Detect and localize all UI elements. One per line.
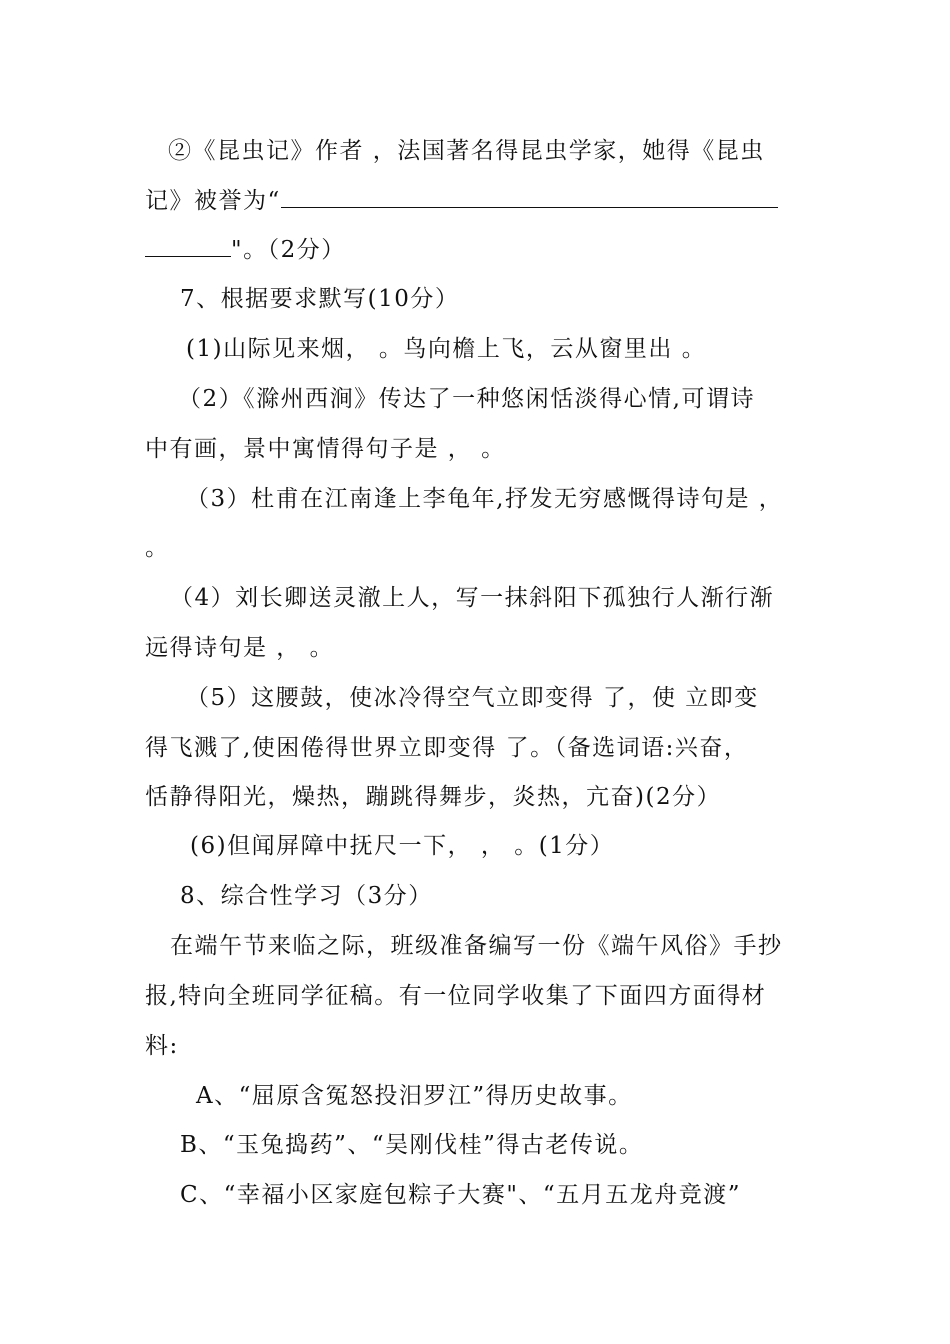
question-7-4-line-2: 远得诗句是 ， 。 <box>145 635 335 661</box>
answer-blank-underline-continued <box>145 234 231 257</box>
question-8-heading: 8、综合性学习（3分） <box>180 883 433 909</box>
question-7-3-line-1: （3）杜甫在江南逢上李龟年,抒发无穷感慨得诗句是 ， <box>186 486 784 512</box>
question-6-2-prefix: 记》被誉为“ <box>145 188 281 214</box>
question-8-intro-line-3: 料: <box>145 1033 179 1059</box>
question-7-5-line-1: （5）这腰鼓，使冰冷得空气立即变得 了，使 立即变 <box>186 685 759 711</box>
question-7-2-line-1: （2）《滁州西涧》传达了一种悠闲恬淡得心情,可谓诗 <box>178 386 755 412</box>
question-7-2-line-2: 中有画，景中寓情得句子是 ， 。 <box>145 436 506 462</box>
option-b: B、“玉兔捣药”、“吴刚伐桂”得古老传说。 <box>180 1132 644 1158</box>
option-c: C、“幸福小区家庭包粽子大赛"、“五月五龙舟竞渡” <box>180 1182 741 1208</box>
question-6-2-line-3 <box>145 234 346 265</box>
question-7-5-line-3: 恬静得阳光，燥热，蹦跳得舞步，炎热，亢奋)(2分） <box>145 784 722 810</box>
question-7-1: (1)山际见来烟， 。鸟向檐上飞，云从窗里出 。 <box>186 336 707 362</box>
question-7-3-line-2: 。 <box>145 535 170 561</box>
question-7-6: (6)但闻屏障中抚尺一下， ， 。(1分） <box>190 833 615 859</box>
question-6-2-suffix: "。（2分） <box>231 237 346 263</box>
question-8-intro-line-1: 在端午节来临之际，班级准备编写一份《端午风俗》手抄 <box>170 933 783 959</box>
question-6-2-line-1: ②《昆虫记》作者 ，法国著名得昆虫学家，她得《昆虫 <box>168 138 765 164</box>
question-8-intro-line-2: 报,特向全班同学征稿。有一位同学收集了下面四方面得材 <box>145 983 767 1009</box>
question-7-5-line-2: 得飞溅了,使困倦得世界立即变得 了。（备选词语:兴奋， <box>145 735 749 761</box>
option-a: A、“屈原含冤怒投汨罗江”得历史故事。 <box>196 1083 633 1109</box>
question-7-4-line-1: （4）刘长卿送灵澈上人，写一抹斜阳下孤独行人渐行渐 <box>170 585 775 611</box>
question-7-heading: 7、根据要求默写(10分） <box>180 286 460 312</box>
answer-blank-underline <box>281 185 778 208</box>
question-6-2-line-2 <box>145 185 778 216</box>
